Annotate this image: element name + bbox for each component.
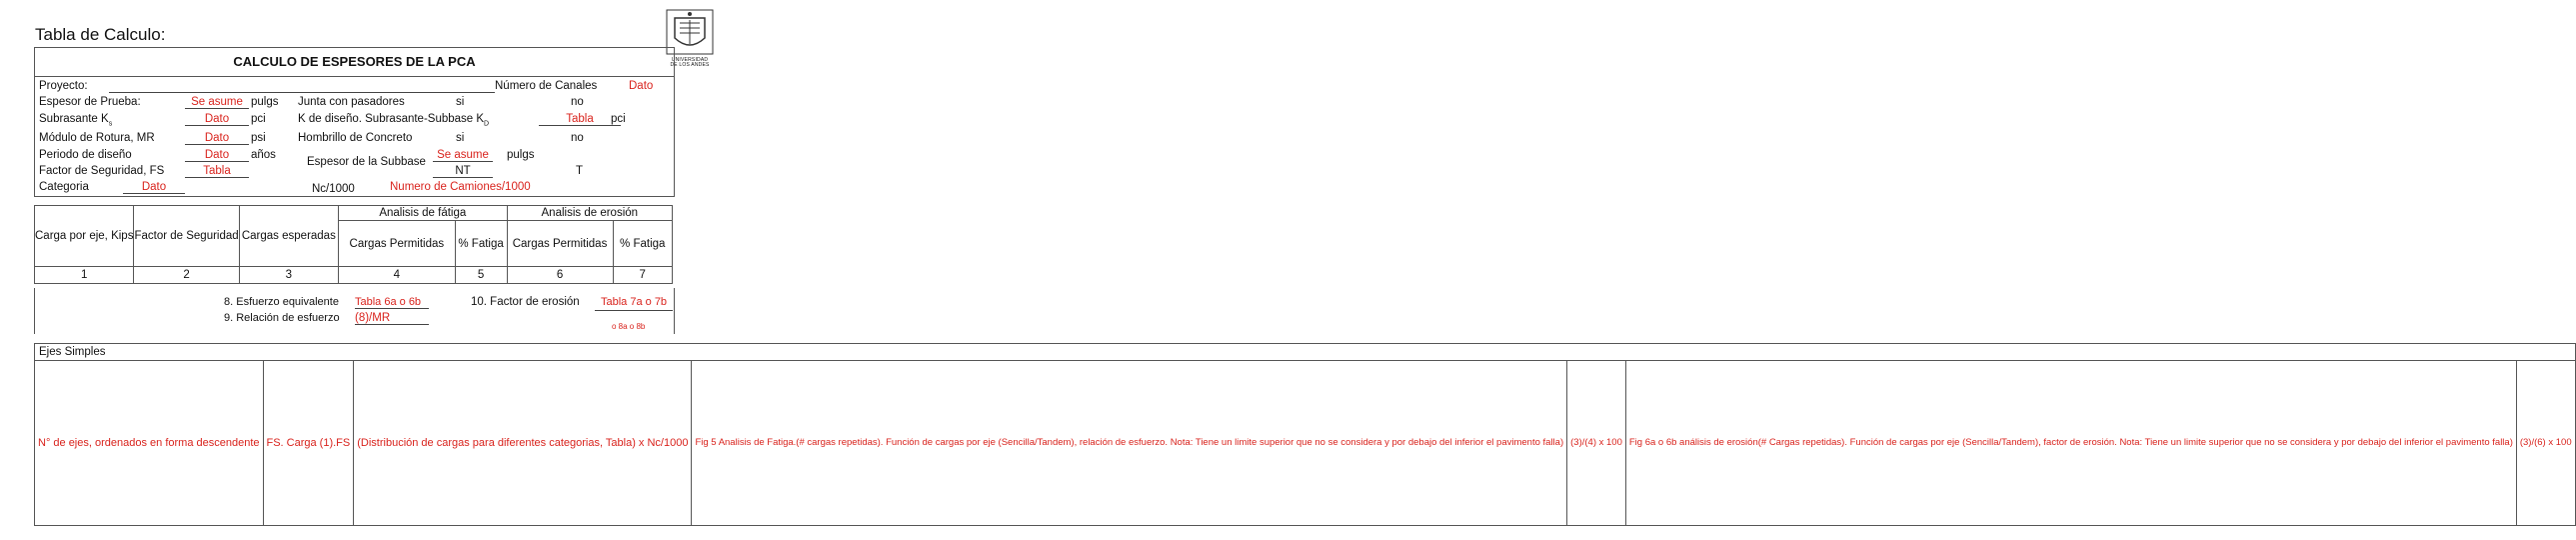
header-fatiga: Analisis de fátiga xyxy=(339,206,508,221)
junta-label: Junta con pasadores xyxy=(298,96,405,108)
item9-label: 9. Relación de esfuerzo xyxy=(224,312,340,324)
item9-value: (8)/MR xyxy=(355,312,429,325)
col-factor-seguridad: Factor de Seguridad xyxy=(134,206,239,267)
col-number: 1 xyxy=(35,267,134,284)
modulo-unit: psi xyxy=(251,132,266,144)
periodo-unit: años xyxy=(251,149,276,161)
ejes-c5: (3)/(4) x 100 xyxy=(1567,361,1626,526)
design-input-box xyxy=(34,47,675,197)
design-box-title: CALCULO DE ESPESORES DE LA PCA xyxy=(233,54,476,69)
logo-line-2: DE LOS ANDES xyxy=(670,62,710,68)
k-diseno-unit: pci xyxy=(611,113,626,125)
num-camiones-label: Numero de Camiones/1000 xyxy=(390,181,531,193)
col-number: 6 xyxy=(507,267,613,284)
num-canales-value: Dato xyxy=(629,80,654,92)
col-carga-eje: Carga por eje, Kips xyxy=(35,206,134,267)
espesor-prueba-value: Se asume xyxy=(185,96,249,109)
proyecto-label: Proyecto: xyxy=(39,80,88,92)
col-cargas-esperadas: Cargas esperadas xyxy=(239,206,338,267)
subbase-value: Se asume xyxy=(433,149,493,162)
slide-title: Tabla de Calculo: xyxy=(35,25,166,44)
subrasante-sub: s xyxy=(108,120,113,128)
col-porcentaje-erosion: % Fatiga xyxy=(613,221,673,267)
k-diseno-label xyxy=(298,113,489,127)
header-erosion: Analisis de erosión xyxy=(507,206,672,221)
ejes-c3: (Distribución de cargas para diferentes categorias, Tabla) x Nc/1000 xyxy=(354,361,692,526)
item10-line xyxy=(595,310,673,311)
categoria-label: Categoria xyxy=(39,181,89,193)
subrasante-text: Subrasante K xyxy=(39,113,109,125)
nt-label: NT xyxy=(433,165,493,178)
col-number: 5 xyxy=(455,267,507,284)
divider xyxy=(35,76,674,77)
espesor-prueba-label: Espesor de Prueba: xyxy=(39,96,141,108)
ejes-c6: Fig 6a o 6b análisis de erosión(# Cargas repetidas). Función de cargas por eje (Sencilla/Tandem), factor de erosión. Nota: Tiene un limite superior que no se considera y por debajo del inferior el pavimento falla) xyxy=(1625,361,2516,526)
proyecto-line xyxy=(109,92,495,93)
espesor-unit: pulgs xyxy=(251,96,279,108)
nc-label: Nc/1000 xyxy=(312,183,355,195)
col-porcentaje-fatiga: % Fatiga xyxy=(455,221,507,267)
junta-no: no xyxy=(571,96,584,108)
item10-value: Tabla 7a o 7b xyxy=(601,296,668,308)
logo-line-1: UNIVERSIDAD xyxy=(671,57,709,63)
factor-seg-value: Tabla xyxy=(185,165,249,178)
hombrillo-no: no xyxy=(571,132,584,144)
ejes-c1: N° de ejes, ordenados en forma descendente xyxy=(35,361,264,526)
subrasante-label xyxy=(39,113,112,127)
item8-value: Tabla 6a o 6b xyxy=(355,296,429,309)
ejes-c2: FS. Carga (1).FS xyxy=(263,361,354,526)
k-diseno-sub: D xyxy=(484,120,490,128)
analysis-header-table xyxy=(34,205,673,285)
junta-si: si xyxy=(456,96,465,108)
periodo-label: Periodo de diseño xyxy=(39,149,132,161)
subbase-unit: pulgs xyxy=(507,149,535,161)
k-diseno-value: Tabla xyxy=(539,113,621,126)
ejes-c7: (3)/(6) x 100 xyxy=(2516,361,2575,526)
item10-label: 10. Factor de erosión xyxy=(471,296,580,308)
hombrillo-si: si xyxy=(456,132,465,144)
col-cargas-permitidas-erosion: Cargas Permitidas xyxy=(507,221,613,267)
col-number: 3 xyxy=(239,267,338,284)
categoria-value: Dato xyxy=(123,181,185,194)
col-cargas-permitidas-fatiga: Cargas Permitidas xyxy=(339,221,456,267)
t-label: T xyxy=(576,165,584,177)
ejes-c4: Fig 5 Analisis de Fatiga.(# cargas repetidas). Función de cargas por eje (Sencilla/Tandem), relación de esfuerzo. Nota: Tiene un limite superior que no se considera y por debajo del inferior el pavimento falla) xyxy=(692,361,1567,526)
ejes-header: Ejes Simples xyxy=(35,344,2576,361)
ejes-simples-table xyxy=(34,343,2572,525)
col-number: 7 xyxy=(613,267,673,284)
periodo-value: Dato xyxy=(185,149,249,162)
hombrillo-label: Hombrillo de Concreto xyxy=(298,132,413,144)
k-diseno-text: K de diseño. Subrasante-Subbase K xyxy=(298,113,485,125)
factors-box xyxy=(34,288,675,334)
factor-seg-label: Factor de Seguridad, FS xyxy=(39,165,165,177)
col-number: 2 xyxy=(134,267,239,284)
subrasante-value: Dato xyxy=(185,113,249,126)
item10-alt: o 8a o 8b xyxy=(612,322,646,331)
modulo-label: Módulo de Rotura, MR xyxy=(39,132,155,144)
col-number: 4 xyxy=(339,267,456,284)
num-canales-label: Número de Canales xyxy=(495,80,598,92)
subrasante-unit: pci xyxy=(251,113,266,125)
item8-label: 8. Esfuerzo equivalente xyxy=(224,296,339,308)
espesor-subbase-label: Espesor de la Subbase xyxy=(307,156,426,168)
modulo-value: Dato xyxy=(185,132,249,145)
